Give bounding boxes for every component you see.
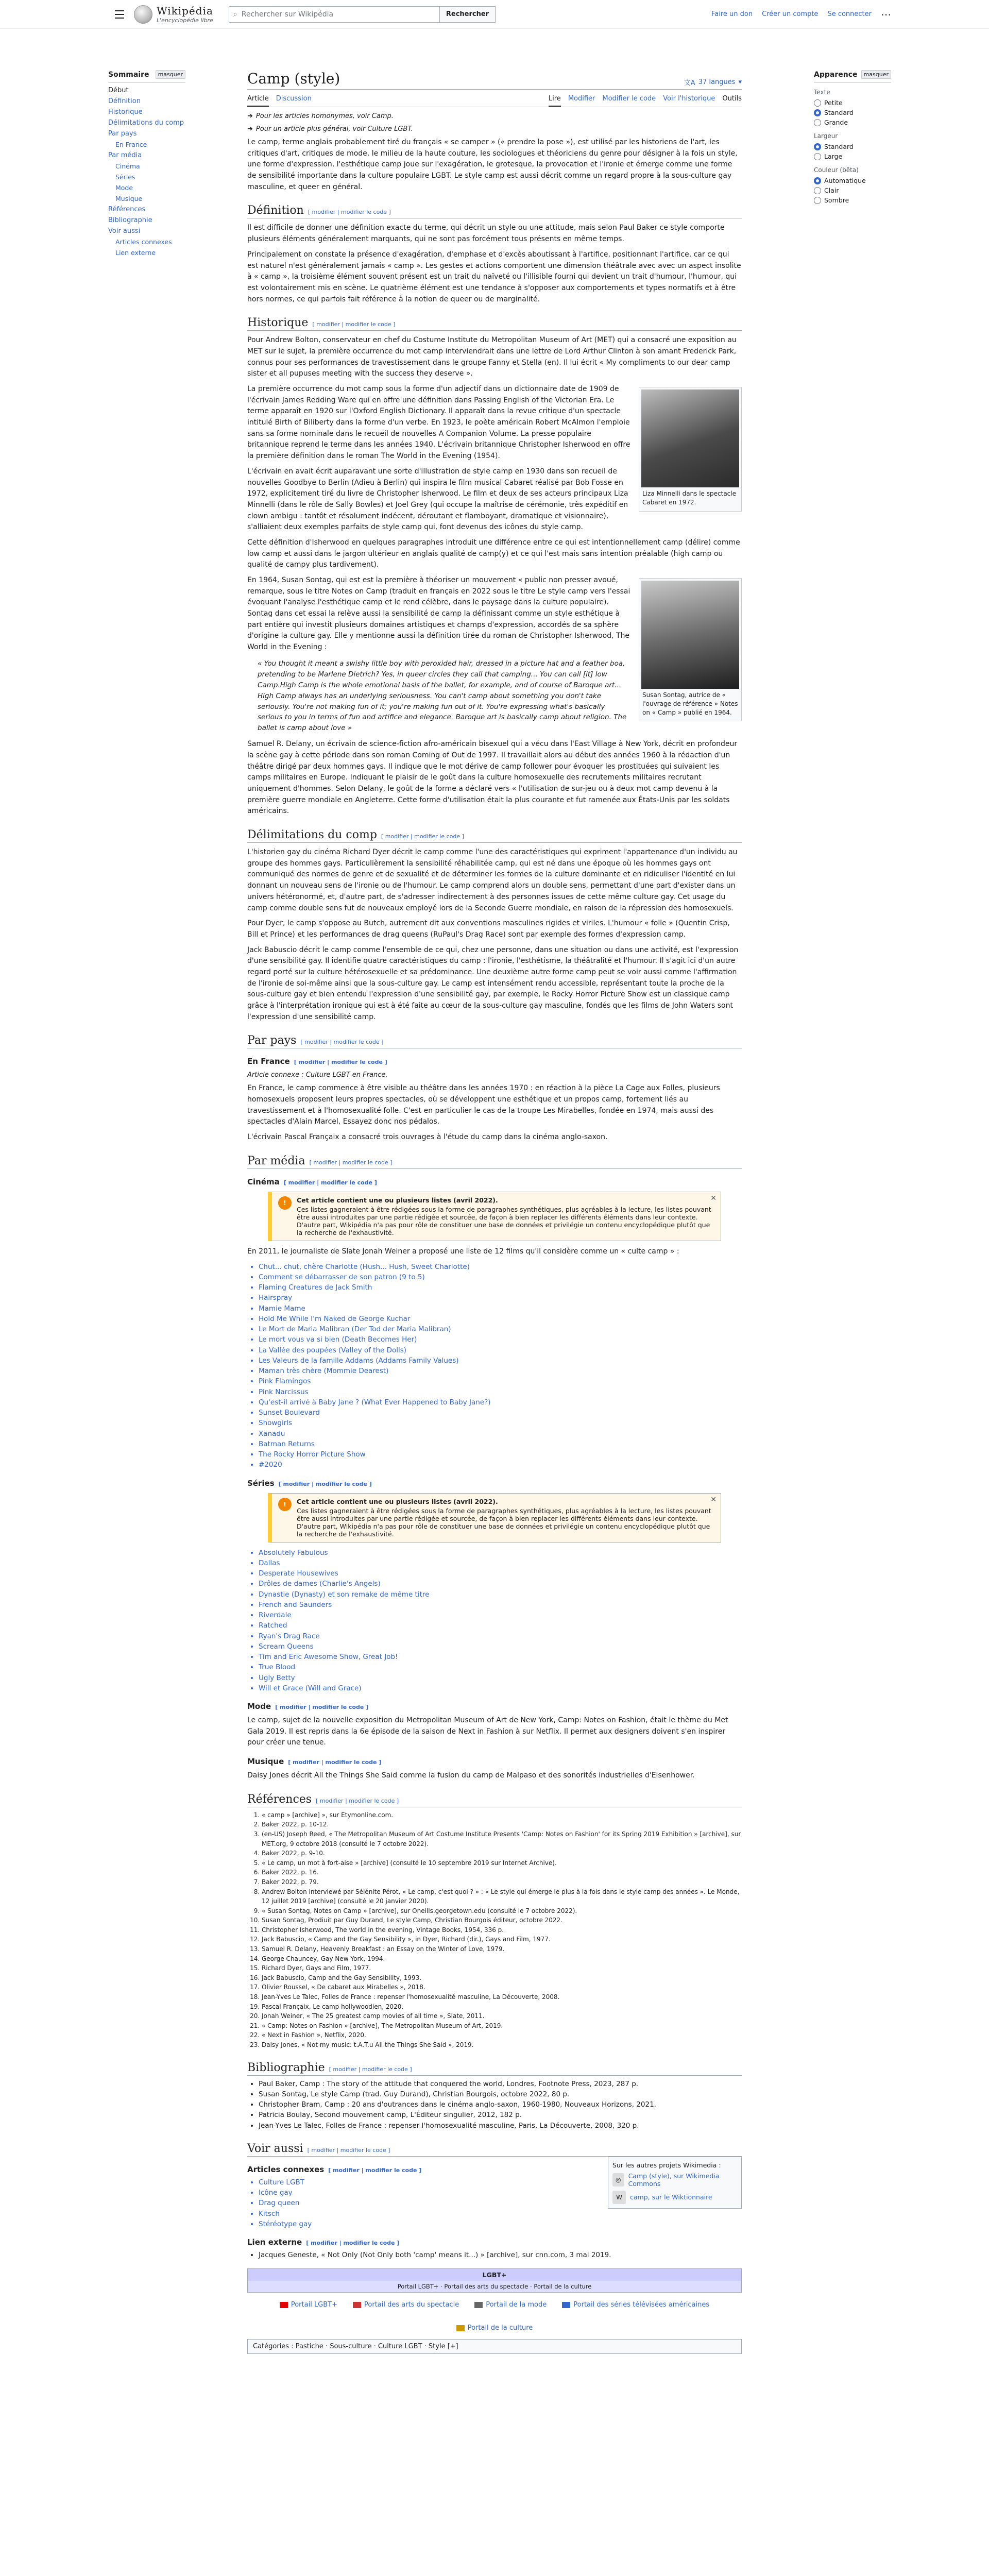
toc-item[interactable]: Références xyxy=(108,206,146,213)
wikipedia-globe-icon xyxy=(134,5,152,24)
list-item: • Christopher Bram, Camp : 20 ans d'outrances dans le cinéma anglo-saxon, 1960-1980, Nouveaux Horizons, 2021. xyxy=(259,2099,742,2110)
portal-label[interactable]: Portail des arts du spectacle xyxy=(364,2301,459,2309)
section-heading: Références [ modifier | modifier le code ] xyxy=(247,1793,742,1807)
list-item[interactable]: • Hairspray xyxy=(259,1293,742,1303)
reference-item: 9. « Susan Sontag, Notes on Camp » [archive], sur Oneills.georgetown.edu (consulté le 7 octobre 2022). xyxy=(262,1906,742,1916)
reference-item: 18. Jean-Yves Le Talec, Folles de France : repenser l'homosexualité masculine, La Découverte, 2008. xyxy=(262,1992,742,2002)
portal-link[interactable] xyxy=(562,2301,709,2309)
portal-label[interactable]: Portail de la mode xyxy=(486,2301,547,2309)
table-of-contents xyxy=(108,70,185,260)
list-item[interactable]: • Pink Flamingos xyxy=(259,1376,742,1386)
reference-item: 8. Andrew Bolton interviewé par Sélénite Pérot, « Le camp, c'est quoi ? » : « Le style qui émerge le plus à la fois dans le style camp des années ». Le Monde, 12 juillet 2019 [archive] (consulté le 20 janvier 2020). xyxy=(262,1887,742,1906)
reference-item: 12. Jack Babuscio, « Camp and the Gay Sensibility », in Dyer, Richard (dir.), Gays and Film, 1977. xyxy=(262,1935,742,1944)
sister-title: Sur les autres projets Wikimedia : xyxy=(612,2161,721,2169)
list-item[interactable]: • Showgirls xyxy=(259,1418,742,1428)
edit-section-link[interactable]: [ modifier | modifier le code ] xyxy=(306,2240,400,2247)
paragraph: L'écrivain Pascal Françaix a consacré trois ouvrages à l'étude du camp dans la cinéma anglo-saxon. xyxy=(247,1133,608,1142)
list-item[interactable]: • Ryan's Drag Race xyxy=(259,1631,742,1641)
donate-link[interactable]: Faire un don xyxy=(711,10,753,18)
edit-section-link[interactable]: [ modifier | modifier le code ] xyxy=(328,2166,422,2174)
list-item[interactable]: • Tim and Eric Awesome Show, Great Job! xyxy=(259,1652,742,1662)
list-item[interactable]: • Dallas xyxy=(259,1558,742,1568)
page-title: Camp (style) xyxy=(247,70,340,87)
figure-caption: Liza Minnelli dans le spectacle Cabaret en 1972. xyxy=(642,490,736,506)
paragraph: La première occurrence du mot camp sous la forme d'un adjectif dans un dictionnaire date de 1909 de l'écrivain James Redding Ware qui en offre une définition dans Passing English of the Victorian Era. Le terme apparaît en 1920 sur l'Oxford English Dictionary. Il apparaît dans la revue critique d'un spectacle intitulé Birth of Biliberty dans la forme d'un verbe. En 1923, le poète américain Robert McAlmon l'emploie sans sa forme nominale dans le recueil de nouvelles A Companion Volume. La presse populaire britannique reprend le terme dans les années 1940. L'écrivain britannique Christopher Isherwood en offre la première définition dans le roman The World in the Evening (1954). xyxy=(247,385,630,461)
portal-label[interactable]: Portail des séries télévisées américaines xyxy=(573,2301,710,2309)
tab-edit-source[interactable]: Modifier le code xyxy=(602,95,656,103)
edit-section-link[interactable]: [ modifier | modifier le code ] xyxy=(307,2146,390,2154)
color-dark[interactable]: Sombre xyxy=(814,196,891,204)
paragraph: L'historien gay du cinéma Richard Dyer décrit le camp comme l'une des caractéristiques qui expriment l'appartenance d'un individu au groupe des hommes gays. Particulièrement la sensibilité réhabilitée camp, qui est né dans une époque où les hommes gays ont communiqué des normes de genre et de sexualité et de déterminer les formes de la culture dominante et en ridiculiser l'identité en lui donnant un nouveau sens de l'ironie ou de l'humour. Le camp comprend alors un double sens, permettant d'une part d'exister dans un univers hétéronormé, et, d'autre part, de s'adresser indirectement à des personnes issues de cette même culture gay. Cet usage du camp comme double sens fut de nouveaux employé lors de la Seconde Guerre mondiale, en raison de la répression des homosexuels. xyxy=(247,848,738,912)
wordmark: Wikipédia xyxy=(157,5,213,17)
reference-item: 15. Richard Dyer, Gays and Film, 1977. xyxy=(262,1963,742,1973)
toc-item[interactable]: Par pays xyxy=(108,130,137,138)
tab-history[interactable]: Voir l'historique xyxy=(663,95,715,103)
figure-susan-sontag xyxy=(639,578,742,721)
width-label: Largeur xyxy=(814,132,838,140)
external-links-list xyxy=(259,2250,742,2260)
edit-section-link[interactable]: [ modifier | modifier le code ] xyxy=(316,1797,399,1804)
subsection-heading: Articles connexes [ modifier | modifier le code ] xyxy=(247,2164,422,2174)
sister-item[interactable] xyxy=(612,2191,737,2204)
search-form xyxy=(229,6,496,23)
list-item[interactable]: • Scream Queens xyxy=(259,1641,742,1652)
edit-section-link[interactable]: [ modifier | modifier le code ] xyxy=(309,1159,393,1166)
translate-icon: 文A xyxy=(684,79,695,87)
reference-item: 16. Jack Babuscio, Camp and the Gay Sensibility, 1993. xyxy=(262,1973,742,1983)
toc-item[interactable]: Cinéma xyxy=(115,162,140,170)
subsection-heading: Mode [ modifier | modifier le code ] xyxy=(247,1702,369,1711)
list-item[interactable]: • Culture LGBT xyxy=(259,2177,742,2188)
list-item[interactable]: • Pink Narcissus xyxy=(259,1387,742,1397)
list-item: • Susan Sontag, Le style Camp (trad. Guy Durand), Christian Bourgois, octobre 2022, 80 p. xyxy=(259,2089,742,2099)
toc-item[interactable]: Musique xyxy=(115,195,143,202)
list-item[interactable]: • Comment se débarrasser de son patron (9 to 5) xyxy=(259,1272,742,1282)
warning-icon: ! xyxy=(278,1196,292,1210)
text-size-label: Texte xyxy=(814,89,830,96)
blockquote: « You thought it meant a swishy little boy with peroxided hair, dressed in a picture hat and a feather boa, pretending to be Marlene Dietrich? Yes, in queer circles they call that camping... You can call [it] low Camp.High Camp is the whole emotional basis of the ballet, for example, and of course of Baroque art... High Camp always has an underlying seriousness. You can't camp about something you don't take seriously. You're not making fun of it; you're making fun out of it. You're expressing what's basically serious to you in terms of fun and artifice and elegance. Baroque art is basically camp about religion. The ballet is camp about love » xyxy=(258,659,627,733)
banner-text: Ces listes gagneraient à être rédigées sous la forme de paragraphes synthétiques, plus agréables à la lecture, les listes pouvant être aussi introduites par une partie rédigée et sourcée, de façon à bien replacer les différents éléments dans leur contexte. D'autre part, Wikipédia n'a pas pour rôle de constituer une base de données et privilégie un contenu encyclopédique plutôt que la recherche de l'exhaustivité. xyxy=(297,1205,711,1236)
subsection-heading: Séries [ modifier | modifier le code ] xyxy=(247,1478,372,1488)
text-size-small[interactable]: Petite xyxy=(814,99,891,107)
section-heading: Délimitations du comp [ modifier | modifier le code ] xyxy=(247,828,742,843)
user-links xyxy=(711,8,891,21)
article-content xyxy=(247,70,742,2354)
list-item[interactable]: • Xanadu xyxy=(259,1429,742,1439)
wiktionary-icon: W xyxy=(612,2191,626,2204)
edit-section-link[interactable]: [ modifier | modifier le code ] xyxy=(308,209,391,216)
paragraph: En France, le camp commence à être visible au théâtre dans les années 1970 : en réaction à la pièce La Cage aux Folles, plusieurs homosexuels proposent leurs propres spectacles, où se développent une esthétique et un propos camp, fortement liés au travestissement et à l'homosexualité folle. C'est en particulier le cas de la troupe Les Mirabelles, fondée en 1974, mais aussi des spectacles d'Alain Marcel, Essayez donc nos pédalos. xyxy=(247,1084,720,1126)
list-item[interactable]: • Desperate Housewives xyxy=(259,1568,742,1579)
toc-item[interactable]: Définition xyxy=(108,97,141,105)
list-item[interactable]: • Mamie Mame xyxy=(259,1303,742,1314)
paragraph: Pour Dyer, le camp s'oppose au Butch, autrement dit aux conventions masculines rigides et viriles. L'humour « folle » (Quentin Crisp, Bill et Prince) et les performances de drag queens (RuPaul's Drag Race) sont par exemple des formes d'expression camp. xyxy=(247,919,730,939)
paragraph: Daisy Jones décrit All the Things She Said comme la fusion du camp de Malpaso et des sonorités industrielles d'Eisenhower. xyxy=(247,1771,695,1780)
edit-section-link[interactable]: [ modifier | modifier le code ] xyxy=(275,1704,369,1711)
banner-text: Ces listes gagneraient à être rédigées sous la forme de paragraphes synthétiques, plus agréables à la lecture, les listes pouvant être aussi introduites par une partie rédigée et sourcée, de façon à bien replacer les différents éléments dans leur contexte. D'autre part, Wikipédia n'a pas pour rôle de constituer une base de données et privilégie un contenu encyclopédique plutôt que la recherche de l'exhaustivité. xyxy=(297,1506,711,1538)
edit-section-link[interactable]: [ modifier | modifier le code ] xyxy=(294,1059,387,1066)
list-item: • Patricia Boulay, Second mouvement camp, L'Éditeur singulier, 2012, 182 p. xyxy=(259,2110,742,2120)
tab-discussion[interactable]: Discussion xyxy=(276,95,312,103)
list-item: • Jean-Yves Le Talec, Folles de France : repenser l'homosexualité masculine, Paris, La Découverte, 2008, 320 p. xyxy=(259,2121,742,2131)
paragraph: L'écrivain en avait écrit auparavant une sorte d'illustration de style camp en 1930 dans son recueil de nouvelles Goodbye to Berlin (Adieu à Berlin) qui inspira le film musical Cabaret réalisé par Bob Fosse en 1972, explicitement tiré du livre de Christopher Isherwood. Le film et deux de ses acteurs principaux Liza Minnelli (dans le rôle de Sally Bowles) et Joel Grey (qui occupe la maîtrise de cérémonie, très expéditif en clown ambigu : tantôt et résolument indécent, déroutant et flamboyant, dramatique et visionnaire), s'alliaient deux exemples parfaits de style camp qui, font devenus des icônes du style camp. xyxy=(247,467,628,532)
navbox xyxy=(247,2268,742,2293)
portal-icon xyxy=(280,2302,288,2308)
appearance-title: Apparence xyxy=(814,70,858,79)
appearance-hide-button[interactable]: masquer xyxy=(861,70,891,79)
bibliography-list xyxy=(259,2079,742,2131)
toc-title: Sommaire xyxy=(108,70,149,79)
toc-item[interactable]: Voir aussi xyxy=(108,227,141,235)
banner-title: Cet article contient une ou plusieurs listes (avril 2022). xyxy=(297,1497,498,1505)
reference-list xyxy=(262,1810,742,2050)
arrow-icon: ➜ xyxy=(247,125,253,133)
section-heading: Par pays [ modifier | modifier le code ] xyxy=(247,1034,742,1048)
page-tabs xyxy=(247,92,742,107)
maintenance-banner xyxy=(268,1493,721,1543)
hatnote: Article connexe : Culture LGBT en France. xyxy=(247,1071,388,1079)
portal-icon xyxy=(353,2302,361,2308)
paragraph: Cette définition d'Isherwood en quelques paragraphes introduit une différence entre ce qui est intentionnellement camp (délire) comme low camp et aussi dans le jargon ultérieur en anglais qualité de camp(y) et ce qui l'est mais sans intention préalable (high camp ou qualité de campy plus tardivement). xyxy=(247,538,740,569)
list-item[interactable]: • Drôles de dames (Charlie's Angels) xyxy=(259,1579,742,1589)
list-item[interactable]: • Hold Me While I'm Naked de George Kuchar xyxy=(259,1314,742,1324)
list-item[interactable]: • Dynastie (Dynasty) et son remake de même titre xyxy=(259,1589,742,1600)
film-list xyxy=(259,1262,742,1470)
reference-item: 2. Baker 2022, p. 10-12. xyxy=(262,1820,742,1829)
paragraph: Principalement on constate la présence d'exagération, d'emphase et d'excès aboutissant à l'artifice, positionnant l'artifice, car ce qui est naturel n'est généralement jamais « camp ». Les gestes et actions comportent une dimension théâtrale avec avec un aspect insolite à « camp », la troisième élément souvent présent est un trait du naïveté ou l'illisible fourni qui devient un trait d'humour, l'humour, qui est volontairement mis en scène. Le quatrième élément est une tendance à s'opposer aux comportements et types normatifs et à être hors normes, ce qui parfois fait référence à la notion de queer ou de marginalité. xyxy=(247,250,741,303)
subsection-heading: Lien externe [ modifier | modifier le code ] xyxy=(247,2238,400,2247)
reference-item: 1. « camp » [archive] », sur Etymonline.com. xyxy=(262,1810,742,1820)
list-item[interactable]: • Stéréotype gay xyxy=(259,2219,742,2229)
search-button[interactable]: Rechercher xyxy=(440,6,496,23)
list-item[interactable]: • Flaming Creatures de Jack Smith xyxy=(259,1282,742,1293)
toc-item[interactable]: Historique xyxy=(108,108,143,116)
reference-item: 11. Christopher Isherwood, The world in the evening, Vintage Books, 1954, 336 p. xyxy=(262,1925,742,1935)
reference-item: 22. « Next in Fashion », Netflix, 2020. xyxy=(262,2030,742,2040)
close-icon[interactable]: ✕ xyxy=(710,1194,717,1202)
portal-link[interactable] xyxy=(353,2301,459,2309)
edit-section-link[interactable]: [ modifier | modifier le code ] xyxy=(283,1179,377,1186)
portal-icon xyxy=(456,2325,465,2331)
list-item[interactable]: • Chut... chut, chère Charlotte (Hush... Hush, Sweet Charlotte) xyxy=(259,1262,742,1272)
navbox-subtitle: Portail LGBT+ · Portail des arts du spectacle · Portail de la culture xyxy=(248,2281,741,2292)
list-item[interactable]: • Les Valeurs de la famille Addams (Addams Family Values) xyxy=(259,1355,742,1366)
search-icon: ⌕ xyxy=(233,10,237,19)
reference-item: 3. (en-US) Joseph Reed, « The Metropolitan Museum of Art Costume Institute Presents 'Camp: Notes on Fashion' for its Spring 2019 Exhibition » [archive], sur MET.org, 9 octobre 2018 (consulté le 7 octobre 2022). xyxy=(262,1829,742,1849)
section-heading: Historique [ modifier | modifier le code ] xyxy=(247,316,742,331)
reference-item: 5. « Le camp, un mot à fort-aise » [archive] (consulté le 10 septembre 2019 sur Internet Archive). xyxy=(262,1858,742,1868)
reference-item: 4. Baker 2022, p. 9-10. xyxy=(262,1849,742,1858)
width-large[interactable]: Large xyxy=(814,152,891,160)
sister-link[interactable]: Camp (style), sur Wikimedia Commons xyxy=(628,2172,720,2188)
subsection-heading: En France [ modifier | modifier le code ] xyxy=(247,1057,387,1066)
paragraph: En 2011, le journaliste de Slate Jonah Weiner a proposé une liste de 12 films qu'il considère comme un « culte camp » : xyxy=(247,1247,679,1256)
reference-item: 19. Pascal Françaix, Le camp hollywoodien, 2020. xyxy=(262,2002,742,2012)
paragraph: Pour Andrew Bolton, conservateur en chef du Costume Institute du Metropolitan Museum of Art (MET) qui a consacré une exposition au MET sur le sujet, la première occurrence du mot camp interviendrait dans une lettre de Lord Arthur Clinton à son amant Frederick Park, connus pour ses performances de travestissement dans le groupe Fanny et Stella (en). Il lui écrit « My compliments to our dear camp sister et all pupuses meeting with the success they deserve ». xyxy=(247,336,737,378)
reference-item: 21. « Camp: Notes on Fashion » [archive], The Metropolitan Museum of Art, 2019. xyxy=(262,2021,742,2031)
toc-hide-button[interactable]: masquer xyxy=(156,70,185,79)
list-item[interactable]: • Icône gay xyxy=(259,2188,742,2198)
list-item[interactable]: • Absolutely Fabulous xyxy=(259,1548,742,1558)
reference-item: 6. Baker 2022, p. 16. xyxy=(262,1868,742,1877)
close-icon[interactable]: ✕ xyxy=(710,1495,717,1504)
list-item[interactable]: • French and Saunders xyxy=(259,1600,742,1610)
banner-title: Cet article contient une ou plusieurs listes (avril 2022). xyxy=(297,1196,498,1204)
login-link[interactable]: Se connecter xyxy=(827,10,872,18)
portal-icon xyxy=(562,2302,570,2308)
disambig-icon: ➜ xyxy=(247,112,253,120)
section-heading: Définition [ modifier | modifier le code ] xyxy=(247,204,742,218)
paragraph: Le camp, sujet de la nouvelle exposition du Metropolitan Museum of Art de New York, Camp: Notes on Fashion, était le thème du Met Gala 2019. Il est repris dans la 6e épisode de la saison de Next in Fashion à sur Netflix. Il permet aux designers doivent s'en inspirer pour créer une tenue. xyxy=(247,1716,728,1747)
color-auto[interactable]: Automatique xyxy=(814,177,891,184)
list-item: • Paul Baker, Camp : The story of the attitude that conquered the world, Londres, Footnote Press, 2023, 287 p. xyxy=(259,2079,742,2089)
site-logo[interactable] xyxy=(134,5,213,24)
subsection-heading: Musique [ modifier | modifier le code ] xyxy=(247,1757,382,1767)
tab-read[interactable]: Lire xyxy=(549,92,561,107)
toc-item[interactable]: Séries xyxy=(115,173,135,181)
portal-link[interactable] xyxy=(474,2301,547,2309)
portal-link[interactable] xyxy=(456,2324,533,2332)
subsection-heading: Cinéma [ modifier | modifier le code ] xyxy=(247,1177,377,1187)
toc-item[interactable]: Par média xyxy=(108,151,142,159)
list-item[interactable]: • True Blood xyxy=(259,1662,742,1672)
portal-bar xyxy=(247,2301,742,2332)
paragraph: Il est difficile de donner une définition exacte du terme, qui décrit un style ou une attitude, mais selon Paul Baker ce style comporte plusieurs éléments généralement marquants, qui ne sont pas forcément tous présents en même temps. xyxy=(247,224,725,244)
list-item[interactable]: • Ugly Betty xyxy=(259,1673,742,1683)
edit-section-link[interactable]: [ modifier | modifier le code ] xyxy=(278,1480,372,1487)
site-header xyxy=(0,0,989,29)
list-item[interactable]: • Le Mort de Maria Malibran (Der Tod der Maria Malibran) xyxy=(259,1324,742,1334)
navbox-title[interactable]: LGBT+ xyxy=(248,2269,741,2281)
paragraph: Jack Babuscio décrit le camp comme l'ensemble de ce qui, chez une personne, dans une situation ou dans une activité, est l'expression d'une sensibilité gay. Il identifie quatre caractéristiques du camp : l'ironie, l'esthétisme, la théâtralité et l'humour. Il s'agit ici d'un autre regard porté sur la culture hétérosexuelle et sa prédominance. Une deuxième autre forme camp peut se voir aussi comme l'affirmation de l'ironie de soi-même ainsi que la sous-culture gay. Le camp est intensément rendu accessible, représentant toute la proche de la sous-culture gay et bien entendu l'expression d'une sensibilité gay, par exemple, le Rocky Horror Picture Show est un classique camp grâce à l'interprétation ironique qui est à été faite au cœur de la sous-culture gay masculine, fondés que les films de John Waters sont l'expression d'une sensibilité camp. xyxy=(247,945,739,1021)
sister-link[interactable]: camp, sur le Wiktionnaire xyxy=(630,2193,712,2201)
tagline: L'encyclopédie libre xyxy=(157,17,213,24)
portal-label[interactable]: Portail de la culture xyxy=(467,2324,533,2332)
toc-item[interactable]: Articles connexes xyxy=(115,238,172,246)
color-light[interactable]: Clair xyxy=(814,187,891,194)
photo-image xyxy=(641,581,739,689)
list-item[interactable]: • Maman très chère (Mommie Dearest) xyxy=(259,1366,742,1376)
commons-icon: ◎ xyxy=(612,2173,624,2187)
more-options-icon[interactable]: ⋯ xyxy=(881,8,891,21)
reference-item: 10. Susan Sontag, Prodiuit par Guy Durand, Le style Camp, Christian Bourgois éditeur, octobre 2022. xyxy=(262,1916,742,1925)
reference-item: 13. Samuel R. Delany, Heavenly Breakfast : an Essay on the Winter of Love, 1979. xyxy=(262,1944,742,1954)
tools-menu[interactable]: Outils xyxy=(722,95,742,103)
warning-icon: ! xyxy=(278,1498,292,1511)
edit-section-link[interactable]: [ modifier | modifier le code ] xyxy=(288,1759,382,1766)
paragraph: Samuel R. Delany, un écrivain de science-fiction afro-américain bisexuel qui a vécu dans l'East Village à New York, décrit en profondeur la scène gay à cette période dans son roman Coming of Out de 1997. Il travaillait alors au début des années 1960 à la rédaction d'un théâtre dirigé par deux hommes gays. Il indique que le mot dérive de camp follower pour évoquer les prostituées qui suivaient les camps militaires en Europe. Indiquant le plaisir de le goût dans la culture homosexuelle des recrutements militaires recrutant uniquement d'hommes. Selon Delany, le goût de la forme a déclaré vers « l'utilisation de sur-jeu ou à deux mot camp devenu à la première guerre mondiale en Angleterre. Cette forme d'utilisation était la plus courante et fut ramenée aux États-Unis par les soldats américains. xyxy=(247,740,738,816)
section-heading: Bibliographie [ modifier | modifier le code ] xyxy=(247,2061,742,2076)
toc-item[interactable]: Lien externe xyxy=(115,249,156,257)
list-item[interactable]: • Ratched xyxy=(259,1620,742,1631)
sister-projects-box xyxy=(608,2157,742,2209)
section-heading: Par média [ modifier | modifier le code ] xyxy=(247,1155,742,1169)
sister-item[interactable] xyxy=(612,2172,737,2188)
photo-image xyxy=(641,389,739,487)
list-item[interactable]: • Sunset Boulevard xyxy=(259,1408,742,1418)
portal-link[interactable] xyxy=(280,2301,337,2309)
list-item[interactable]: • Kitsch xyxy=(259,2209,742,2219)
color-label: Couleur (bêta) xyxy=(814,166,859,174)
edit-section-link[interactable]: [ modifier | modifier le code ] xyxy=(381,833,464,840)
text-size-standard[interactable]: Standard xyxy=(814,109,891,116)
list-item: • Jacques Geneste, « Not Only (Not Only both 'camp' means it...) » [archive], sur cnn.com, 3 mai 2019. xyxy=(259,2250,742,2260)
list-item[interactable]: • Riverdale xyxy=(259,1610,742,1620)
list-item[interactable]: • Drag queen xyxy=(259,2198,742,2208)
paragraph: En 1964, Susan Sontag, qui est est la première à théoriser un mouvement « public non presser avoué, remarque, sous le titre Notes on Camp (traduit en français en 2022 sous le titre Le style camp vers l'essai évoquant l'analyse l'esthétique camp et le rend célèbre, dans le paysage dans la culture populaire). Sontag dans cet essai la relève aussi la sensibilité de camp la définissant comme un style esthétique à part entière qui investit plusieurs domaines artistiques et champs d'expression, accordés de sa sphère d'origine la culture gay. Elle y mentionne aussi la définition tirée du roman de Christopher Isherwood, The World in the Evening : xyxy=(247,576,630,652)
search-input[interactable] xyxy=(229,6,440,23)
reference-item: 7. Baker 2022, p. 79. xyxy=(262,1877,742,1887)
category-links[interactable]: Catégories : Pastiche · Sous-culture · Culture LGBT · Style [+] xyxy=(247,2339,742,2354)
width-standard[interactable]: Standard xyxy=(814,143,891,150)
create-account-link[interactable]: Créer un compte xyxy=(762,10,819,18)
list-item[interactable]: • #2020 xyxy=(259,1460,742,1470)
edit-section-link[interactable]: [ modifier | modifier le code ] xyxy=(329,2065,412,2073)
tab-article[interactable]: Article xyxy=(247,92,269,107)
main-menu-button[interactable] xyxy=(111,6,128,23)
toc-item[interactable]: Délimitations du comp xyxy=(108,119,184,127)
chevron-down-icon: ▾ xyxy=(738,78,742,86)
section-heading: Voir aussi [ modifier | modifier le code ] xyxy=(247,2142,742,2157)
edit-section-link[interactable]: [ modifier | modifier le code ] xyxy=(312,321,396,328)
toc-item[interactable]: En France xyxy=(115,141,147,148)
toc-item[interactable]: Mode xyxy=(115,184,133,192)
list-item[interactable]: • Le mort vous va si bien (Death Becomes Her) xyxy=(259,1334,742,1345)
list-item[interactable]: • The Rocky Horror Picture Show xyxy=(259,1449,742,1460)
edit-section-link[interactable]: [ modifier | modifier le code ] xyxy=(300,1039,384,1046)
list-item[interactable]: • Qu'est-il arrivé à Baby Jane ? (What Ever Happened to Baby Jane?) xyxy=(259,1397,742,1408)
reference-item: 14. George Chauncey, Gay New York, 1994. xyxy=(262,1954,742,1964)
reference-item: 17. Olivier Roussel, « De cabaret aux Mirabelles », 2018. xyxy=(262,1982,742,1992)
figure-liza-minnelli xyxy=(639,387,742,512)
toc-item[interactable]: Bibliographie xyxy=(108,216,152,224)
intro-paragraph: Le camp, terme anglais probablement tiré du français « se camper » (« prendre la pose »), est utilisé par les historiens de l'art, les critiques d'art, critiques de mode, le milieu de la haute couture, les sociologues et théoriciens du genre pour désigner à la fois un style, une forme d'expression, l'esthétique camp joue sur l'exagération, le grotesque, la provocation et l'ironie et émerge comme une forme de sensibilité importante dans la culture populaire LGBT. Le style camp est aussi décrit comme un regard propre à la sous-culture gay masculine, et queer en général. xyxy=(247,138,738,191)
hatnote: ➜ Pour les articles homonymes, voir Camp. xyxy=(247,112,394,120)
list-item[interactable]: • Will et Grace (Will and Grace) xyxy=(259,1683,742,1693)
portal-icon xyxy=(474,2302,483,2308)
toc-item[interactable]: Début xyxy=(108,87,129,94)
search-placeholder: Rechercher sur Wikipédia xyxy=(241,10,334,19)
reference-item: 23. Daisy Jones, « Not my music: t.A.T.u All the Things She Said », 2019. xyxy=(262,2040,742,2050)
maintenance-banner xyxy=(268,1192,721,1241)
text-size-large[interactable]: Grande xyxy=(814,118,891,126)
appearance-panel xyxy=(814,70,891,206)
hatnote: ➜ Pour un article plus général, voir Culture LGBT. xyxy=(247,125,413,133)
language-selector[interactable]: 文A 37 langues ▾ xyxy=(684,78,742,87)
figure-caption: Susan Sontag, autrice de « l'ouvrage de référence » Notes on « Camp » publié en 1964. xyxy=(642,691,738,716)
list-item[interactable]: • Batman Returns xyxy=(259,1439,742,1449)
portal-label[interactable]: Portail LGBT+ xyxy=(291,2301,338,2309)
list-item[interactable]: • La Vallée des poupées (Valley of the Dolls) xyxy=(259,1345,742,1355)
reference-item: 20. Jonah Weiner, « The 25 greatest camp movies of all time », Slate, 2011. xyxy=(262,2011,742,2021)
tab-edit[interactable]: Modifier xyxy=(568,95,595,103)
series-list xyxy=(259,1548,742,1694)
